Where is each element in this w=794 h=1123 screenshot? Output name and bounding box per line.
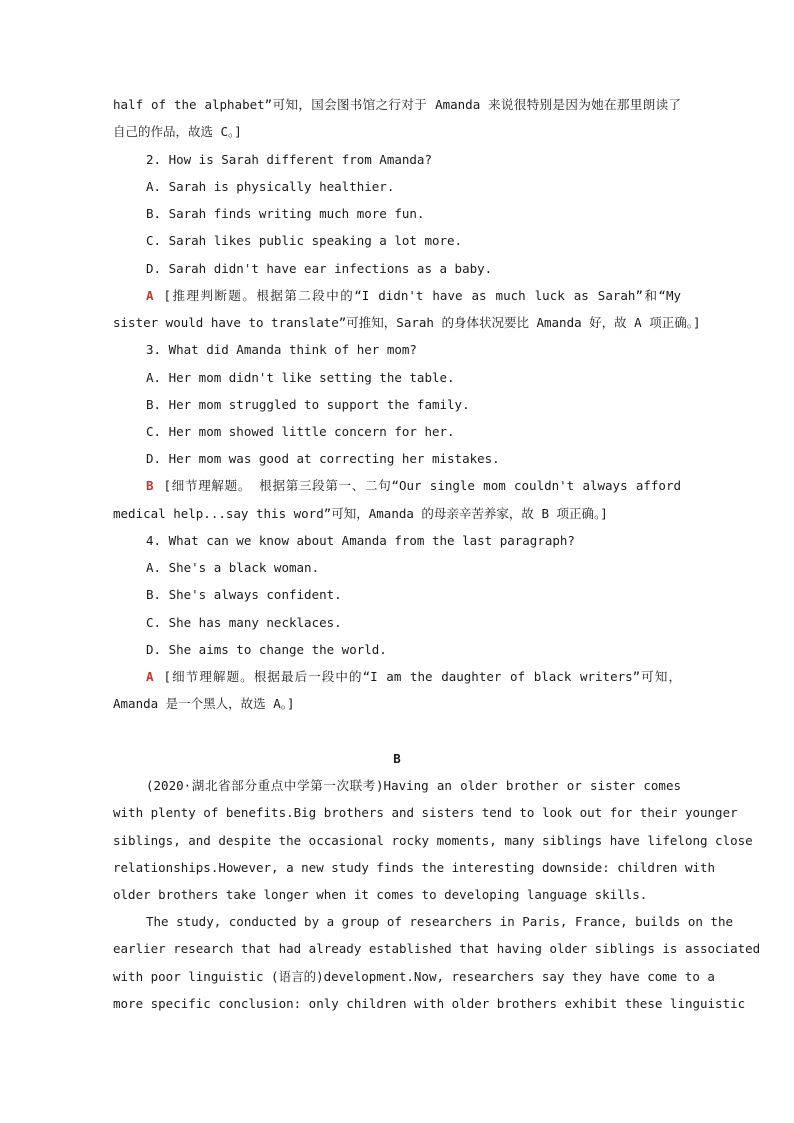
option-a: A. She's a black woman. <box>146 560 320 575</box>
passage-line: more specific conclusion: only children with older brothers exhibit these linguistic <box>113 996 746 1011</box>
explanation-line: half of the alphabet”可知，国会图书馆之行对于 Amanda 来说很特别是因为她在那里朗读了 <box>113 97 681 112</box>
explanation-line: sister would have to translate”可推知，Sarah 的身体状况要比 Amanda 好，故 A 项正确。] <box>113 315 701 330</box>
passage-line: older brothers take longer when it comes to developing language skills. <box>113 887 648 902</box>
option-d: D. She aims to change the world. <box>146 642 387 657</box>
option-b: B. Her mom struggled to support the family. <box>146 397 470 412</box>
question-3: 3. What did Amanda think of her mom? <box>146 342 417 357</box>
option-b: B. Sarah finds writing much more fun. <box>146 206 425 221</box>
option-c: C. Sarah likes public speaking a lot more. <box>146 233 463 248</box>
option-a: A. Sarah is physically healthier. <box>146 179 395 194</box>
answer-letter: B <box>146 478 154 493</box>
explanation-line: 自己的作品，故选 C。] <box>113 124 242 139</box>
passage-line: relationships.However, a new study finds the interesting downside: children with <box>113 860 716 875</box>
explanation-line: medical help...say this word”可知，Amanda 的母亲辛苦养家，故 B 项正确。] <box>113 506 608 521</box>
question-4: 4. What can we know about Amanda from the last paragraph? <box>146 533 575 548</box>
option-d: D. Sarah didn't have ear infections as a baby. <box>146 261 493 276</box>
section-heading: B <box>393 751 401 766</box>
option-b: B. She's always confident. <box>146 587 342 602</box>
explanation-text: [推理判断题。根据第二段中的“I didn't have as much luck as Sarah”和“My <box>163 288 681 303</box>
passage-line: with poor linguistic (语言的)development.Now, researchers say they have come to a <box>113 969 715 984</box>
passage-line: earlier research that had already established that having older siblings is associated <box>113 941 761 956</box>
option-d: D. Her mom was good at correcting her mistakes. <box>146 451 500 466</box>
option-a: A. Her mom didn't like setting the table. <box>146 370 455 385</box>
answer-explanation <box>146 668 681 686</box>
question-2: 2. How is Sarah different from Amanda? <box>146 152 432 167</box>
answer-explanation <box>146 477 681 495</box>
option-c: C. Her mom showed little concern for her. <box>146 424 455 439</box>
passage-line: The study, conducted by a group of researchers in Paris, France, builds on the <box>146 914 733 929</box>
answer-letter: A <box>146 669 154 684</box>
option-c: C. She has many necklaces. <box>146 615 342 630</box>
passage-line: with plenty of benefits.Big brothers and sisters tend to look out for their younger <box>113 805 738 820</box>
answer-explanation <box>146 287 681 305</box>
explanation-text: [细节理解题。根据最后一段中的“I am the daughter of black writers”可知， <box>163 669 681 684</box>
passage-line: (2020·湖北省部分重点中学第一次联考)Having an older brother or sister comes <box>146 778 681 793</box>
explanation-line: Amanda 是一个黑人，故选 A。] <box>113 696 295 711</box>
passage-line: siblings, and despite the occasional rocky moments, many siblings have lifelong close <box>113 833 753 848</box>
answer-letter: A <box>146 288 154 303</box>
explanation-text: [细节理解题。 根据第三段第一、二句“Our single mom couldn't always afford <box>163 478 681 493</box>
